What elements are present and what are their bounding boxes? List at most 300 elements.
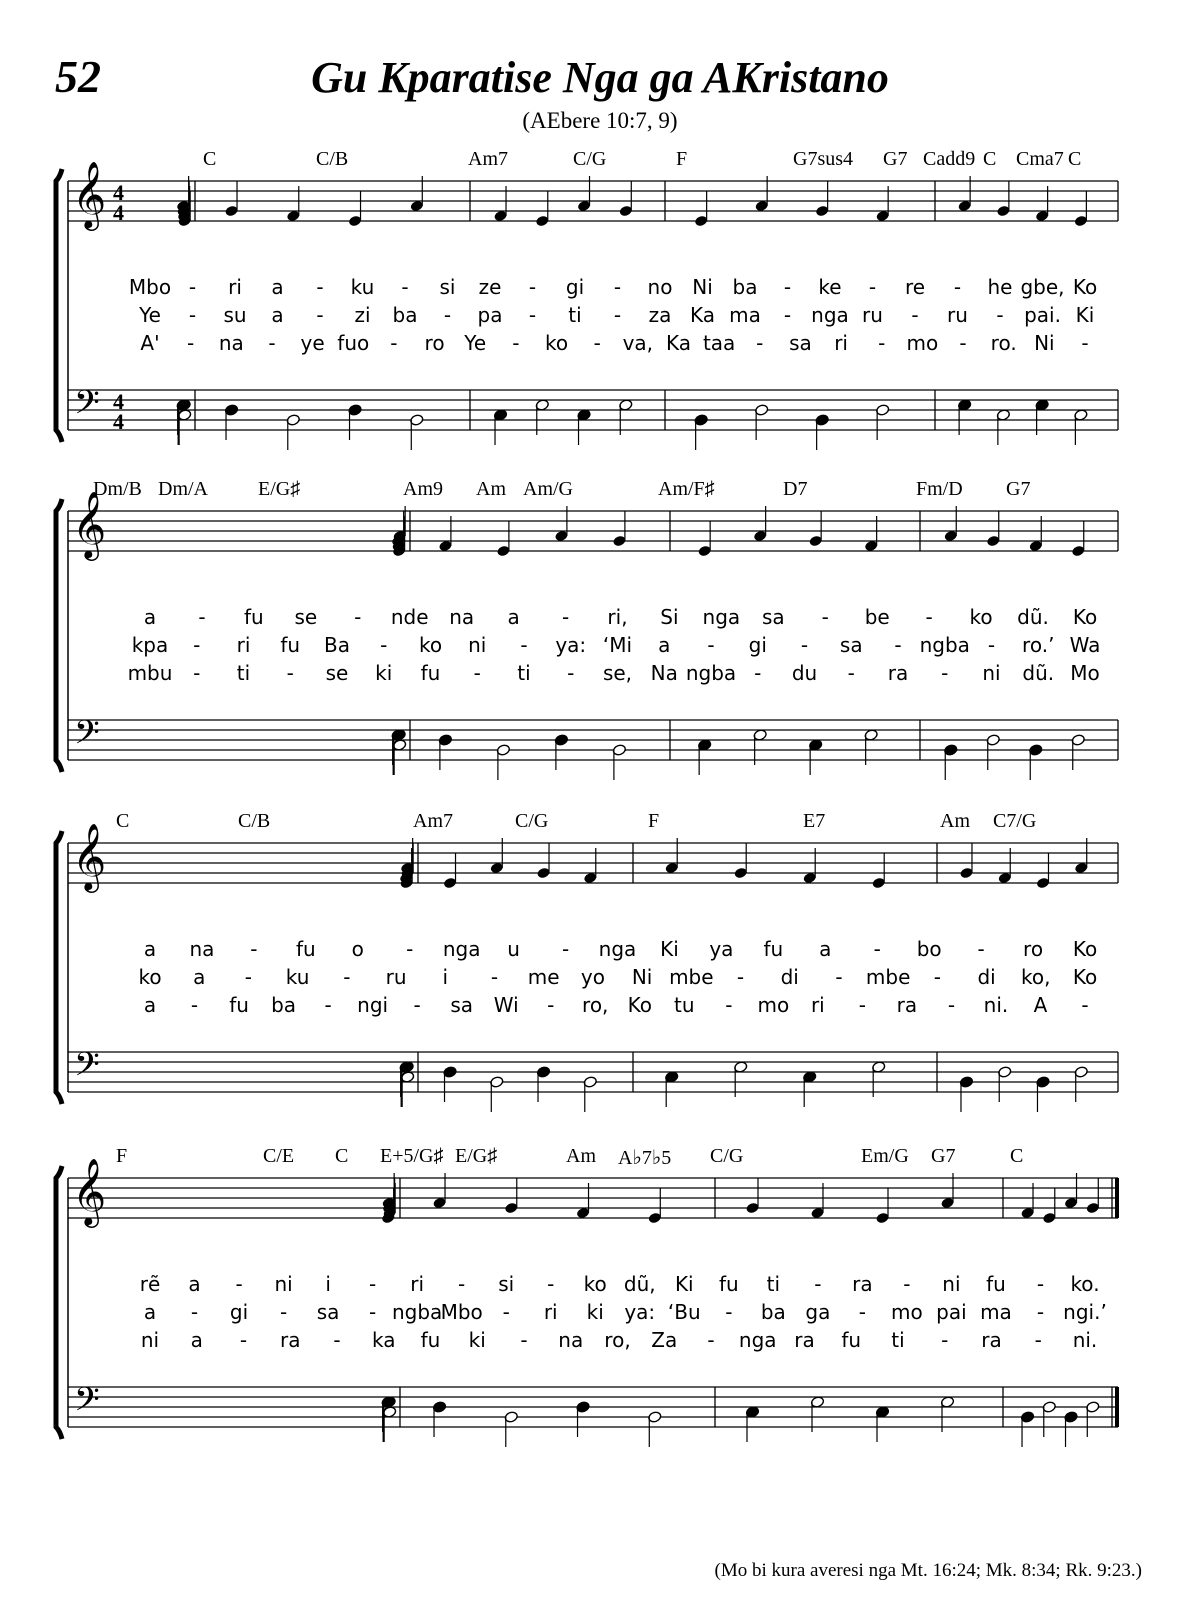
lyric-syllable: ngba xyxy=(391,1300,443,1324)
lyric-hyphen: - xyxy=(1081,331,1089,355)
lyric-syllable: a xyxy=(143,605,157,629)
lyric-hyphen: - xyxy=(316,303,324,327)
lyric-syllable: mbe xyxy=(865,965,911,989)
lyric-syllable: ro xyxy=(1023,937,1044,961)
lyric-syllable: si xyxy=(439,275,456,299)
lyric-syllable: Ko xyxy=(1072,965,1098,989)
lyric-syllable: be xyxy=(864,605,890,629)
lyric-syllable: fu xyxy=(295,937,316,961)
chord-symbol: C xyxy=(983,148,997,170)
treble-staff xyxy=(68,1178,1118,1218)
lyric-syllable: bo xyxy=(916,937,942,961)
lyric-syllable: i xyxy=(442,965,449,989)
lyric-syllable: kpa xyxy=(131,633,169,657)
lyric-hyphen: - xyxy=(190,993,199,1017)
lyric-syllable: a xyxy=(507,605,520,629)
time-signature: 4 xyxy=(113,409,124,434)
lyric-syllable: ro xyxy=(424,331,445,355)
lyric-syllable: dũ. xyxy=(1017,605,1049,629)
lyric-syllable: ze xyxy=(478,275,502,299)
chord-symbol: C/E xyxy=(263,1145,295,1167)
lyric-hyphen: - xyxy=(847,661,855,685)
lyric-hyphen: - xyxy=(1034,1328,1042,1352)
lyric-syllable: ri xyxy=(410,1272,425,1296)
lyric-syllable: ru xyxy=(862,303,883,327)
chord-symbol: G7sus4 xyxy=(793,148,854,170)
lyric-syllable: ti xyxy=(766,1272,781,1296)
lyric-syllable: na xyxy=(189,937,215,961)
lyric-syllable: ti xyxy=(236,661,251,685)
lyric-hyphen: - xyxy=(933,965,941,989)
lyric-hyphen: - xyxy=(1036,1272,1045,1296)
chord-symbol: E/G♯ xyxy=(455,1145,498,1167)
lyric-hyphen: - xyxy=(925,605,933,629)
lyric-syllable: du xyxy=(791,661,818,685)
chord-symbol: Am/F♯ xyxy=(658,478,715,500)
chord-symbol: F xyxy=(116,1145,128,1167)
lyric-syllable: nga xyxy=(738,1328,777,1352)
lyric-syllable: ru xyxy=(947,303,968,327)
chord-symbol: C/G xyxy=(515,810,549,832)
chord-symbol: C/G xyxy=(710,1145,744,1167)
lyric-hyphen: - xyxy=(561,605,570,629)
lyric-syllable: ya: xyxy=(555,633,587,657)
lyric-syllable: ri xyxy=(543,1300,558,1324)
lyric-syllable: ma xyxy=(729,303,761,327)
lyric-hyphen: - xyxy=(401,275,409,299)
lyric-syllable: Ye xyxy=(464,331,487,355)
lyric-syllable: ya xyxy=(709,937,734,961)
lyric-syllable: Ko xyxy=(1072,275,1098,299)
lyric-syllable: Ki xyxy=(660,937,679,961)
lyric-syllable: ri xyxy=(236,633,251,657)
bass-clef-icon: 𝄢 xyxy=(74,384,100,430)
lyric-hyphen: - xyxy=(316,275,324,299)
bass-clef-icon: 𝄢 xyxy=(74,714,100,760)
lyric-syllable: ku xyxy=(350,275,375,299)
lyric-syllable: ni xyxy=(140,1328,160,1352)
lyric-hyphen: - xyxy=(188,303,197,327)
lyric-line-verse-1 xyxy=(0,1272,1200,1298)
lyric-hyphen: - xyxy=(547,1272,555,1296)
chord-symbol: Am xyxy=(566,1145,596,1167)
lyric-hyphen: - xyxy=(953,275,962,299)
bass-clef-icon: 𝄢 xyxy=(74,1381,100,1427)
lyric-hyphen: - xyxy=(996,303,1004,327)
lyric-hyphen: - xyxy=(903,1272,911,1296)
lyric-syllable: na xyxy=(449,605,475,629)
lyric-syllable: Ko xyxy=(1072,605,1098,629)
lyric-syllable: ye xyxy=(300,331,325,355)
lyric-syllable: ngi.’ xyxy=(1063,1300,1107,1324)
lyric-line-verse-2 xyxy=(0,303,1200,329)
treble-staff xyxy=(68,511,1118,551)
lyric-hyphen: - xyxy=(941,661,949,685)
lyric-syllable: ‘Bu xyxy=(667,1300,701,1324)
lyric-syllable: mo xyxy=(757,993,790,1017)
lyric-syllable: ki xyxy=(586,1300,604,1324)
lyric-syllable: dũ, xyxy=(623,1272,656,1296)
lyric-hyphen: - xyxy=(268,331,276,355)
lyric-syllable: ko xyxy=(583,1272,607,1296)
lyric-syllable: mo xyxy=(891,1300,923,1324)
treble-clef-icon: 𝄞 xyxy=(72,1157,107,1225)
lyric-syllable: pa xyxy=(477,303,503,327)
lyric-syllable: ka xyxy=(372,1328,396,1352)
treble-clef-icon: 𝄞 xyxy=(72,160,107,228)
lyric-syllable: gi xyxy=(565,275,585,299)
lyric-syllable: ko xyxy=(544,331,569,355)
lyric-syllable: Ba xyxy=(324,633,350,657)
lyric-syllable: i xyxy=(325,1272,331,1296)
lyric-hyphen: - xyxy=(593,331,601,355)
lyric-syllable: va, xyxy=(622,331,654,355)
chord-symbol: Fm/D xyxy=(916,478,963,500)
chord-symbol: Dm/B xyxy=(93,478,142,500)
lyric-syllable: dũ. xyxy=(1022,661,1055,685)
lyric-syllable: ba xyxy=(732,275,758,299)
lyric-syllable: ko xyxy=(418,633,443,657)
lyric-syllable: o xyxy=(351,937,364,961)
lyric-hyphen: - xyxy=(567,661,575,685)
lyric-syllable: fu xyxy=(986,1272,1006,1296)
lyric-hyphen: - xyxy=(947,993,956,1017)
lyric-hyphen: - xyxy=(894,633,902,657)
chord-symbol: Em/G xyxy=(861,1145,909,1167)
lyric-syllable: ‘Mi xyxy=(602,633,633,657)
lyric-syllable: ra xyxy=(896,993,918,1017)
lyric-syllable: ro, xyxy=(582,993,609,1017)
lyric-hyphen: - xyxy=(520,1328,528,1352)
lyric-syllable: a xyxy=(143,993,157,1017)
chord-symbol: F xyxy=(676,148,688,170)
chord-symbol: Am9 xyxy=(403,478,443,500)
chord-symbol: G7 xyxy=(931,1145,956,1167)
lyric-syllable: ba xyxy=(760,1300,786,1324)
lyric-syllable: ri xyxy=(810,993,825,1017)
chord-symbol: D7 xyxy=(783,478,808,500)
lyric-syllable: he xyxy=(987,275,1013,299)
lyric-syllable: sa xyxy=(316,1300,340,1324)
lyric-syllable: Wi xyxy=(493,993,519,1017)
chord-symbol: Am xyxy=(476,478,506,500)
lyric-line-verse-1 xyxy=(0,275,1200,301)
chord-symbol: C xyxy=(203,148,217,170)
lyric-hyphen: - xyxy=(547,993,555,1017)
lyric-syllable: sa xyxy=(761,605,785,629)
lyric-syllable: nde xyxy=(390,605,429,629)
chord-symbol: C xyxy=(1068,148,1082,170)
lyric-hyphen: - xyxy=(1081,993,1089,1017)
chord-symbol: C xyxy=(1010,1145,1024,1167)
lyric-hyphen: - xyxy=(520,633,528,657)
lyric-syllable: ba xyxy=(271,993,297,1017)
lyric-hyphen: - xyxy=(502,1300,510,1324)
chord-symbol: E/G♯ xyxy=(258,478,301,500)
chord-symbol: Dm/A xyxy=(158,478,208,500)
lyric-syllable: Ni xyxy=(631,965,653,989)
time-signature: 4 xyxy=(113,200,124,225)
lyric-syllable: se xyxy=(325,661,349,685)
lyric-syllable: rẽ xyxy=(139,1272,161,1296)
lyric-syllable: Ki xyxy=(674,1272,694,1296)
lyric-syllable: Na xyxy=(650,661,678,685)
lyric-hyphen: - xyxy=(324,993,332,1017)
lyric-syllable: nga xyxy=(598,937,637,961)
lyric-hyphen: - xyxy=(369,1272,377,1296)
lyric-syllable: fu xyxy=(841,1328,862,1352)
lyric-syllable: ni xyxy=(942,1272,961,1296)
lyric-syllable: fu xyxy=(718,1272,739,1296)
lyric-syllable: ra xyxy=(280,1328,301,1352)
lyric-syllable: ko, xyxy=(1021,965,1051,989)
lyric-syllable: ga xyxy=(805,1300,831,1324)
lyric-syllable: pai. xyxy=(1024,303,1061,327)
lyric-syllable: ra xyxy=(981,1328,1002,1352)
lyric-hyphen: - xyxy=(725,1300,733,1324)
lyric-line-verse-1 xyxy=(0,605,1200,631)
lyric-syllable: a xyxy=(188,1272,201,1296)
lyric-hyphen: - xyxy=(783,275,792,299)
lyric-syllable: a xyxy=(819,937,832,961)
lyric-syllable: Ko xyxy=(627,993,652,1017)
lyric-syllable: ki xyxy=(468,1328,486,1352)
lyric-hyphen: - xyxy=(198,605,206,629)
lyric-syllable: ro, xyxy=(604,1328,631,1352)
lyric-syllable: ru xyxy=(385,965,407,989)
lyric-syllable: ba xyxy=(392,303,418,327)
lyric-hyphen: - xyxy=(343,965,351,989)
lyric-syllable: ro.’ xyxy=(1022,633,1055,657)
lyric-hyphen: - xyxy=(987,633,996,657)
lyric-hyphen: - xyxy=(959,331,967,355)
lyric-hyphen: - xyxy=(736,965,745,989)
lyric-hyphen: - xyxy=(188,275,197,299)
chord-symbol: C/B xyxy=(238,810,271,832)
lyric-syllable: Mbo xyxy=(440,1300,483,1324)
lyric-syllable: ti xyxy=(517,661,531,685)
lyric-syllable: di xyxy=(977,965,996,989)
chord-symbol: Am7 xyxy=(413,810,453,832)
lyric-hyphen: - xyxy=(193,661,201,685)
lyric-syllable: ni. xyxy=(983,993,1009,1017)
lyric-hyphen: - xyxy=(1036,1300,1045,1324)
lyric-syllable: ri xyxy=(834,331,848,355)
lyric-syllable: me xyxy=(527,965,560,989)
chord-symbol: Am xyxy=(940,810,970,832)
lyric-syllable: fu xyxy=(229,993,249,1017)
lyric-hyphen: - xyxy=(390,331,398,355)
chord-symbol: C/B xyxy=(316,148,349,170)
lyric-hyphen: - xyxy=(458,1272,466,1296)
lyric-hyphen: - xyxy=(707,1328,715,1352)
lyric-hyphen: - xyxy=(354,605,362,629)
lyric-syllable: a xyxy=(271,275,284,299)
lyric-line-verse-3 xyxy=(0,993,1200,1019)
lyric-syllable: a xyxy=(143,937,157,961)
lyric-hyphen: - xyxy=(190,1300,199,1324)
lyric-syllable: yo xyxy=(580,965,605,989)
lyric-syllable: ku xyxy=(285,965,310,989)
chord-symbol: C7/G xyxy=(993,810,1037,832)
lyric-hyphen: - xyxy=(613,303,622,327)
lyric-syllable: ngba xyxy=(919,633,970,657)
lyric-hyphen: - xyxy=(911,303,919,327)
chord-symbol: E7 xyxy=(803,810,826,832)
lyric-hyphen: - xyxy=(235,1272,243,1296)
chord-symbol: G7 xyxy=(1006,478,1031,500)
lyric-syllable: nga xyxy=(811,303,849,327)
lyric-syllable: ra xyxy=(852,1272,873,1296)
lyric-syllable: Mo xyxy=(1070,661,1100,685)
lyric-syllable: ni. xyxy=(1072,1328,1098,1352)
lyric-syllable: si xyxy=(498,1272,515,1296)
song-title: Gu Kparatise Nga ga AKristano xyxy=(311,53,889,102)
lyric-syllable: na xyxy=(558,1328,584,1352)
chord-symbol: F xyxy=(648,810,660,832)
lyric-hyphen: - xyxy=(239,1328,248,1352)
chord-symbol: Cadd9 xyxy=(923,148,976,170)
lyric-hyphen: - xyxy=(835,965,843,989)
lyric-syllable: Ko xyxy=(1072,937,1098,961)
lyric-syllable: ki xyxy=(375,661,393,685)
lyric-hyphen: - xyxy=(244,965,253,989)
lyric-syllable: se xyxy=(294,605,318,629)
lyric-hyphen: - xyxy=(858,993,866,1017)
lyric-syllable: mbu xyxy=(127,661,173,685)
lyric-hyphen: - xyxy=(406,937,414,961)
lyric-syllable: a xyxy=(190,1328,203,1352)
chord-symbol: Am7 xyxy=(468,148,508,170)
lyric-syllable: ngi xyxy=(357,993,389,1017)
lyric-syllable: pai xyxy=(936,1300,967,1324)
lyric-syllable: Ni xyxy=(692,275,713,299)
lyric-syllable: a xyxy=(143,1300,157,1324)
lyric-syllable: gi xyxy=(229,1300,249,1324)
lyric-hyphen: - xyxy=(193,633,201,657)
lyric-syllable: Wa xyxy=(1069,633,1101,657)
lyric-hyphen: - xyxy=(443,303,452,327)
lyric-line-verse-2 xyxy=(0,965,1200,991)
chord-symbol: C xyxy=(335,1145,349,1167)
chord-symbol: Am/G xyxy=(523,478,573,500)
lyric-hyphen: - xyxy=(613,275,622,299)
lyric-syllable: su xyxy=(223,303,247,327)
lyric-hyphen: - xyxy=(528,303,537,327)
lyric-syllable: ko. xyxy=(1070,1272,1100,1296)
lyric-hyphen: - xyxy=(754,661,762,685)
lyric-syllable: ro. xyxy=(990,331,1017,355)
lyric-hyphen: - xyxy=(977,937,985,961)
lyric-syllable: fu xyxy=(420,1328,441,1352)
lyric-line-verse-3 xyxy=(0,1328,1200,1354)
chord-symbol: G7 xyxy=(883,148,908,170)
lyric-hyphen: - xyxy=(413,993,421,1017)
lyric-syllable: gi xyxy=(748,633,767,657)
lyric-syllable: A xyxy=(1033,993,1048,1017)
chord-symbol: C/G xyxy=(573,148,607,170)
lyric-syllable: ko xyxy=(969,605,993,629)
lyric-hyphen: - xyxy=(858,1300,866,1324)
lyric-syllable: taa xyxy=(702,331,736,355)
lyric-syllable: Ka xyxy=(689,303,716,327)
lyric-syllable: ma xyxy=(980,1300,1012,1324)
lyric-syllable: ni xyxy=(468,633,487,657)
lyric-syllable: ti xyxy=(568,303,582,327)
lyric-syllable: ngba xyxy=(685,661,737,685)
lyric-hyphen: - xyxy=(333,1328,341,1352)
lyric-hyphen: - xyxy=(941,1328,949,1352)
lyric-hyphen: - xyxy=(800,633,809,657)
lyric-hyphen: - xyxy=(561,937,570,961)
chord-symbol: Cma7 xyxy=(1016,148,1064,170)
lyric-syllable: ko xyxy=(138,965,162,989)
lyric-syllable: tu xyxy=(674,993,695,1017)
chord-symbol: E+5/G♯ xyxy=(380,1145,444,1167)
lyric-syllable: a xyxy=(193,965,206,989)
time-signature: 4 xyxy=(113,389,124,414)
lyric-hyphen: - xyxy=(725,993,733,1017)
treble-staff xyxy=(68,181,1118,221)
lyric-hyphen: - xyxy=(873,937,881,961)
treble-clef-icon: 𝄞 xyxy=(72,490,107,558)
lyric-syllable: re xyxy=(904,275,926,299)
lyric-syllable: di xyxy=(780,965,799,989)
lyric-hyphen: - xyxy=(369,1300,377,1324)
bass-staff xyxy=(68,1387,1118,1427)
lyric-hyphen: - xyxy=(821,605,829,629)
lyric-syllable: Si xyxy=(660,605,679,629)
chord-symbol: A♭7♭5 xyxy=(618,1147,672,1169)
lyric-hyphen: - xyxy=(707,633,715,657)
time-signature: 4 xyxy=(113,180,124,205)
lyric-syllable: Ye xyxy=(139,303,161,327)
lyric-syllable: ra xyxy=(887,661,909,685)
lyric-line-verse-3 xyxy=(0,661,1200,687)
lyric-syllable: fu xyxy=(763,937,784,961)
lyric-syllable: ya: xyxy=(624,1300,656,1324)
lyric-syllable: ri, xyxy=(607,605,628,629)
lyric-syllable: fu xyxy=(244,605,264,629)
lyric-syllable: ti xyxy=(891,1328,905,1352)
chord-symbol: C xyxy=(116,810,130,832)
lyric-syllable: a xyxy=(658,633,671,657)
lyric-hyphen: - xyxy=(528,275,537,299)
lyric-hyphen: - xyxy=(286,661,294,685)
lyric-hyphen: - xyxy=(187,331,195,355)
lyric-syllable: mbe xyxy=(669,965,714,989)
lyric-syllable: fuo xyxy=(337,331,370,355)
lyric-hyphen: - xyxy=(279,1300,288,1324)
lyric-syllable: a xyxy=(271,303,284,327)
lyric-syllable: Za xyxy=(651,1328,678,1352)
lyric-hyphen: - xyxy=(783,303,792,327)
lyric-line-verse-2 xyxy=(0,1300,1200,1326)
lyric-syllable: no xyxy=(647,275,673,299)
footnote: (Mo bi kura averesi nga Mt. 16:24; Mk. 8:34; Rk. 9:23.) xyxy=(714,1560,1142,1581)
song-number: 52 xyxy=(55,51,101,102)
lyric-syllable: gbe, xyxy=(1020,275,1065,299)
lyric-hyphen: - xyxy=(878,331,886,355)
lyric-syllable: nga xyxy=(702,605,741,629)
lyric-hyphen: - xyxy=(512,331,520,355)
lyric-hyphen: - xyxy=(250,937,258,961)
lyric-syllable: Ka xyxy=(665,331,691,355)
lyric-syllable: ri xyxy=(228,275,242,299)
lyric-syllable: fu xyxy=(420,661,441,685)
lyric-syllable: nga xyxy=(442,937,481,961)
lyric-syllable: mo xyxy=(906,331,939,355)
